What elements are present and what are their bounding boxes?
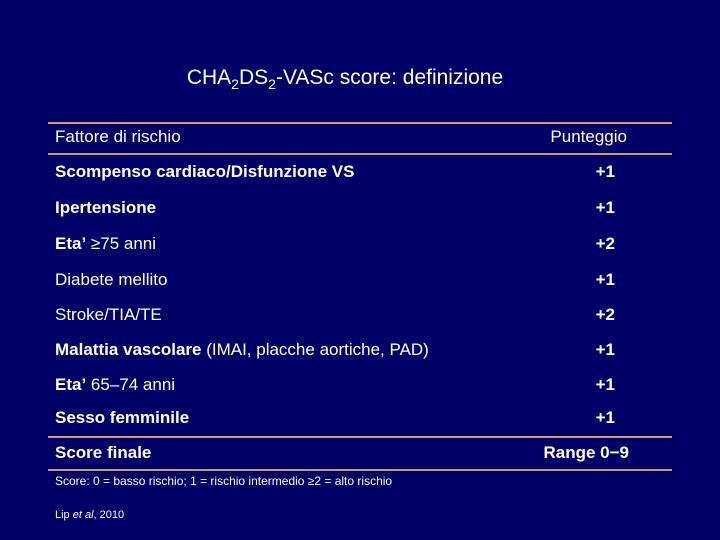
- title-subscript-2: 2: [268, 76, 276, 92]
- row-label-rest: 65–74 anni: [86, 375, 176, 394]
- table-top-rule: [48, 122, 672, 124]
- row-points: +1: [595, 162, 615, 181]
- table-row: [55, 196, 635, 220]
- table-row: [55, 268, 635, 292]
- title-text-suffix: -VASc score: definizione: [275, 66, 504, 89]
- final-score-label: Score finale: [55, 443, 152, 462]
- title-text-prefix: CHA: [186, 66, 232, 89]
- final-score-range: Range 0−9: [543, 443, 629, 462]
- row-points: +1: [595, 408, 615, 427]
- table-row: [55, 160, 635, 184]
- row-label-bold: Sesso femminile: [55, 408, 190, 427]
- row-label-rest: (IMAI, placche aortiche, PAD): [201, 340, 429, 359]
- row-points: +1: [595, 270, 615, 289]
- row-label-rest: ≥75 anni: [86, 234, 157, 253]
- row-label-rest: Stroke/TIA/TE: [55, 305, 162, 324]
- row-points: +1: [595, 375, 615, 394]
- reference-citation: [55, 509, 124, 521]
- row-points: +1: [595, 198, 615, 217]
- table-row: [55, 373, 635, 397]
- table-header: [55, 125, 635, 149]
- row-points: +1: [595, 340, 615, 359]
- table-bottom-rule: [48, 469, 672, 471]
- header-factor: Fattore di rischio: [55, 127, 181, 146]
- row-label-bold: Ipertensione: [55, 198, 157, 217]
- header-bottom-rule: [48, 153, 672, 155]
- reference-author: Lip: [55, 509, 73, 521]
- final-top-rule: [48, 436, 672, 438]
- header-points: Punteggio: [550, 127, 627, 146]
- row-label-rest: Diabete mellito: [55, 270, 168, 289]
- table-row: [55, 338, 635, 362]
- table-row: [55, 303, 635, 327]
- reference-etal: et al: [72, 509, 94, 521]
- row-label-bold: Scompenso cardiaco/Disfunzione VS: [55, 162, 355, 181]
- row-label-bold: Eta’: [55, 234, 87, 253]
- row-points: +2: [595, 305, 615, 324]
- final-score-row: [55, 441, 635, 465]
- table-row: [55, 232, 635, 256]
- title-subscript-1: 2: [231, 76, 239, 92]
- table-row: [55, 406, 635, 430]
- row-label-bold: Malattia vascolare: [55, 340, 202, 359]
- row-points: +2: [595, 234, 615, 253]
- reference-year: , 2010: [93, 509, 125, 521]
- slide-title: [0, 66, 690, 92]
- row-label-bold: Eta’: [55, 375, 87, 394]
- score-legend-note: Score: 0 = basso rischio; 1 = rischio intermedio ≥2 = alto rischio: [55, 474, 393, 488]
- title-text-mid: DS: [238, 66, 269, 89]
